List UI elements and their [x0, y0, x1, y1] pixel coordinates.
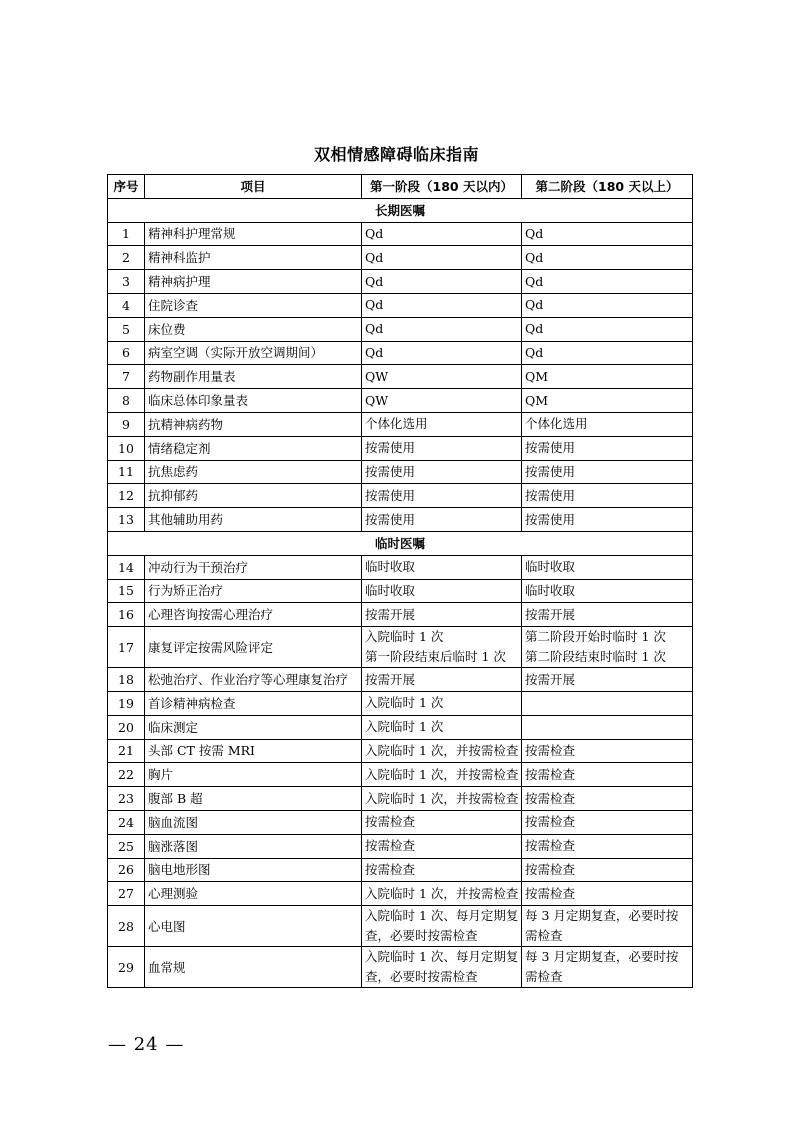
cell-line: Qd	[365, 273, 384, 289]
row-item: 冲动行为干预治疗	[145, 555, 362, 579]
stage-1-cell	[362, 341, 522, 365]
row-number: 10	[108, 436, 145, 460]
table-row	[108, 906, 693, 947]
row-number: 22	[108, 763, 145, 787]
cell-line: 临时收取	[525, 559, 576, 575]
section-row	[108, 198, 693, 222]
row-item: 病室空调（实际开放空调期间）	[145, 341, 362, 365]
cell-line: 按需检查	[365, 838, 416, 854]
stage-1-cell	[362, 627, 522, 668]
cell-line: Qd	[525, 273, 544, 289]
table-row	[108, 579, 693, 603]
stage-1-cell	[362, 691, 522, 715]
cell-line: Qd	[365, 321, 384, 337]
stage-2-cell	[522, 389, 693, 413]
stage-2-cell	[522, 627, 693, 668]
table-row	[108, 555, 693, 579]
row-item: 胸片	[145, 763, 362, 787]
cell-line: 按需检查	[365, 861, 416, 877]
table-row	[108, 270, 693, 294]
table-row	[108, 484, 693, 508]
stage-2-cell	[522, 763, 693, 787]
row-number: 15	[108, 579, 145, 603]
cell-line: 按需检查	[365, 814, 416, 830]
row-item: 抗焦虑药	[145, 460, 362, 484]
cell-line: Qd	[525, 297, 544, 313]
row-number: 1	[108, 222, 145, 246]
stage-1-cell	[362, 293, 522, 317]
row-number: 16	[108, 603, 145, 627]
table-row	[108, 739, 693, 763]
cell-line: 每 3 月定期复查，必要时按	[525, 949, 679, 965]
stage-2-cell	[522, 365, 693, 389]
row-number: 12	[108, 484, 145, 508]
table-row	[108, 436, 693, 460]
stage-1-cell	[362, 460, 522, 484]
cell-line: QM	[525, 392, 549, 408]
stage-2-cell	[522, 293, 693, 317]
stage-1-cell	[362, 270, 522, 294]
cell-line: 按需使用	[365, 463, 416, 479]
cell-line: 个体化选用	[525, 416, 588, 432]
table-row	[108, 603, 693, 627]
header-item: 项目	[145, 175, 362, 199]
cell-line: 查，必要时按需检查	[365, 969, 478, 985]
stage-2-cell	[522, 668, 693, 692]
table-body	[108, 198, 693, 987]
table-row	[108, 246, 693, 270]
table-row	[108, 412, 693, 436]
stage-1-cell	[362, 668, 522, 692]
stage-2-cell	[522, 341, 693, 365]
row-item: 精神科监护	[145, 246, 362, 270]
stage-2-cell	[522, 579, 693, 603]
cell-line: 按需使用	[525, 463, 576, 479]
stage-2-cell	[522, 270, 693, 294]
stage-2-cell	[522, 555, 693, 579]
stage-2-cell	[522, 508, 693, 532]
row-item: 药物副作用量表	[145, 365, 362, 389]
row-number: 7	[108, 365, 145, 389]
cell-line: 查，必要时按需检查	[365, 928, 478, 944]
stage-1-cell	[362, 484, 522, 508]
table-row	[108, 834, 693, 858]
row-number: 18	[108, 668, 145, 692]
table-row	[108, 763, 693, 787]
cell-line: 按需检查	[525, 861, 576, 877]
cell-line: 入院临时 1 次，并按需检查	[365, 885, 519, 901]
stage-1-cell	[362, 787, 522, 811]
row-item: 临床总体印象量表	[145, 389, 362, 413]
section-row	[108, 531, 693, 555]
cell-line: 入院临时 1 次，并按需检查	[365, 742, 519, 758]
row-item: 心理咨询按需心理治疗	[145, 603, 362, 627]
cell-line: 入院临时 1 次	[365, 719, 444, 735]
row-item: 床位费	[145, 317, 362, 341]
table-row	[108, 882, 693, 906]
row-item: 脑涨落图	[145, 834, 362, 858]
cell-line: QW	[365, 368, 389, 384]
cell-line: 按需使用	[365, 511, 416, 527]
cell-line: Qd	[525, 321, 544, 337]
cell-line: 第二阶段开始时临时 1 次	[525, 629, 666, 645]
table-row	[108, 508, 693, 532]
cell-line: 第一阶段结束后临时 1 次	[365, 649, 506, 665]
cell-line: 按需检查	[525, 814, 576, 830]
stage-1-cell	[362, 365, 522, 389]
row-number: 14	[108, 555, 145, 579]
cell-line: 需检查	[525, 969, 563, 985]
row-item: 腹部 B 超	[145, 787, 362, 811]
stage-1-cell	[362, 739, 522, 763]
row-number: 20	[108, 715, 145, 739]
cell-line: 第二阶段结束时临时 1 次	[525, 649, 666, 665]
row-number: 21	[108, 739, 145, 763]
table-row	[108, 668, 693, 692]
stage-2-cell	[522, 739, 693, 763]
cell-line: 入院临时 1 次、每月定期复	[365, 908, 519, 924]
cell-line: 按需使用	[365, 440, 416, 456]
row-number: 27	[108, 882, 145, 906]
cell-line: 按需检查	[525, 742, 576, 758]
stage-2-cell	[522, 947, 693, 988]
cell-line: 入院临时 1 次、每月定期复	[365, 949, 519, 965]
stage-2-cell	[522, 603, 693, 627]
table-row	[108, 858, 693, 882]
row-item: 情绪稳定剂	[145, 436, 362, 460]
stage-1-cell	[362, 906, 522, 947]
table-row	[108, 222, 693, 246]
stage-2-cell	[522, 810, 693, 834]
row-item: 行为矫正治疗	[145, 579, 362, 603]
stage-1-cell	[362, 436, 522, 460]
stage-1-cell	[362, 763, 522, 787]
row-item: 抗精神病药物	[145, 412, 362, 436]
clinical-guide-table	[107, 174, 693, 988]
cell-line: Qd	[365, 344, 384, 360]
stage-2-cell	[522, 317, 693, 341]
cell-line: 按需检查	[525, 766, 576, 782]
cell-line: 入院临时 1 次	[365, 695, 444, 711]
table-row	[108, 691, 693, 715]
cell-line: 按需开展	[365, 671, 416, 687]
stage-1-cell	[362, 555, 522, 579]
section-heading: 长期医嘱	[108, 198, 693, 222]
stage-1-cell	[362, 834, 522, 858]
cell-line: Qd	[365, 249, 384, 265]
row-number: 9	[108, 412, 145, 436]
row-item: 临床测定	[145, 715, 362, 739]
row-item: 头部 CT 按需 MRI	[145, 739, 362, 763]
table-row	[108, 947, 693, 988]
stage-1-cell	[362, 810, 522, 834]
cell-line: 临时收取	[365, 582, 416, 598]
row-item: 住院诊查	[145, 293, 362, 317]
stage-2-cell	[522, 906, 693, 947]
stage-2-cell	[522, 858, 693, 882]
stage-1-cell	[362, 508, 522, 532]
stage-1-cell	[362, 715, 522, 739]
cell-line: Qd	[525, 249, 544, 265]
header-stage-1: 第一阶段（180 天以内）	[362, 175, 522, 199]
row-item: 抗抑郁药	[145, 484, 362, 508]
row-item: 心理测验	[145, 882, 362, 906]
row-item: 康复评定按需风险评定	[145, 627, 362, 668]
stage-2-cell	[522, 484, 693, 508]
row-number: 11	[108, 460, 145, 484]
stage-1-cell	[362, 389, 522, 413]
stage-2-cell	[522, 436, 693, 460]
row-item: 其他辅助用药	[145, 508, 362, 532]
cell-line: 按需使用	[525, 511, 576, 527]
row-number: 8	[108, 389, 145, 413]
row-item: 脑电地形图	[145, 858, 362, 882]
table-row	[108, 365, 693, 389]
row-number: 29	[108, 947, 145, 988]
table-row	[108, 460, 693, 484]
stage-1-cell	[362, 882, 522, 906]
row-number: 23	[108, 787, 145, 811]
cell-line: 临时收取	[365, 559, 416, 575]
table-row	[108, 341, 693, 365]
table-header-row	[108, 175, 693, 199]
row-number: 26	[108, 858, 145, 882]
stage-1-cell	[362, 603, 522, 627]
cell-line: 按需开展	[525, 606, 576, 622]
row-item: 心电图	[145, 906, 362, 947]
cell-line: 每 3 月定期复查，必要时按	[525, 908, 679, 924]
cell-line: 入院临时 1 次，并按需检查	[365, 790, 519, 806]
stage-1-cell	[362, 579, 522, 603]
cell-line: 按需使用	[525, 487, 576, 503]
row-item: 脑血流图	[145, 810, 362, 834]
stage-1-cell	[362, 222, 522, 246]
header-stage-2: 第二阶段（180 天以上）	[522, 175, 693, 199]
stage-2-cell	[522, 787, 693, 811]
cell-line: 个体化选用	[365, 416, 428, 432]
stage-2-cell	[522, 715, 693, 739]
table-row	[108, 293, 693, 317]
table-row	[108, 627, 693, 668]
row-number: 25	[108, 834, 145, 858]
cell-line: Qd	[525, 344, 544, 360]
cell-line: QW	[365, 392, 389, 408]
row-item: 松弛治疗、作业治疗等心理康复治疗	[145, 668, 362, 692]
stage-2-cell	[522, 222, 693, 246]
row-number: 28	[108, 906, 145, 947]
row-item: 精神病护理	[145, 270, 362, 294]
stage-1-cell	[362, 947, 522, 988]
row-number: 17	[108, 627, 145, 668]
table-row	[108, 317, 693, 341]
table-row	[108, 810, 693, 834]
stage-2-cell	[522, 882, 693, 906]
row-number: 13	[108, 508, 145, 532]
cell-line: 入院临时 1 次，并按需检查	[365, 766, 519, 782]
cell-line: QM	[525, 368, 549, 384]
cell-line: 入院临时 1 次	[365, 629, 444, 645]
row-item: 血常规	[145, 947, 362, 988]
row-number: 2	[108, 246, 145, 270]
row-number: 4	[108, 293, 145, 317]
page-number: — 24 —	[108, 1034, 185, 1055]
cell-line: 按需开展	[365, 606, 416, 622]
section-heading: 临时医嘱	[108, 531, 693, 555]
document-title: 双相情感障碍临床指南	[313, 145, 479, 164]
table-row	[108, 715, 693, 739]
stage-1-cell	[362, 858, 522, 882]
table-row	[108, 787, 693, 811]
cell-line: 按需检查	[525, 838, 576, 854]
cell-line: 按需检查	[525, 790, 576, 806]
stage-1-cell	[362, 246, 522, 270]
cell-line: 需检查	[525, 928, 563, 944]
cell-line: 临时收取	[525, 582, 576, 598]
stage-2-cell	[522, 460, 693, 484]
row-number: 6	[108, 341, 145, 365]
stage-1-cell	[362, 412, 522, 436]
table-row	[108, 389, 693, 413]
cell-line: 按需开展	[525, 671, 576, 687]
cell-line: 按需使用	[365, 487, 416, 503]
cell-line: Qd	[365, 297, 384, 313]
stage-1-cell	[362, 317, 522, 341]
cell-line: 按需使用	[525, 440, 576, 456]
cell-line: Qd	[525, 225, 544, 241]
cell-line: Qd	[365, 225, 384, 241]
row-number: 19	[108, 691, 145, 715]
stage-2-cell	[522, 412, 693, 436]
stage-2-cell	[522, 834, 693, 858]
row-number: 3	[108, 270, 145, 294]
cell-line: 按需检查	[525, 885, 576, 901]
header-no: 序号	[108, 175, 145, 199]
row-number: 24	[108, 810, 145, 834]
row-item: 首诊精神病检查	[145, 691, 362, 715]
stage-2-cell	[522, 691, 693, 715]
row-item: 精神科护理常规	[145, 222, 362, 246]
row-number: 5	[108, 317, 145, 341]
stage-2-cell	[522, 246, 693, 270]
